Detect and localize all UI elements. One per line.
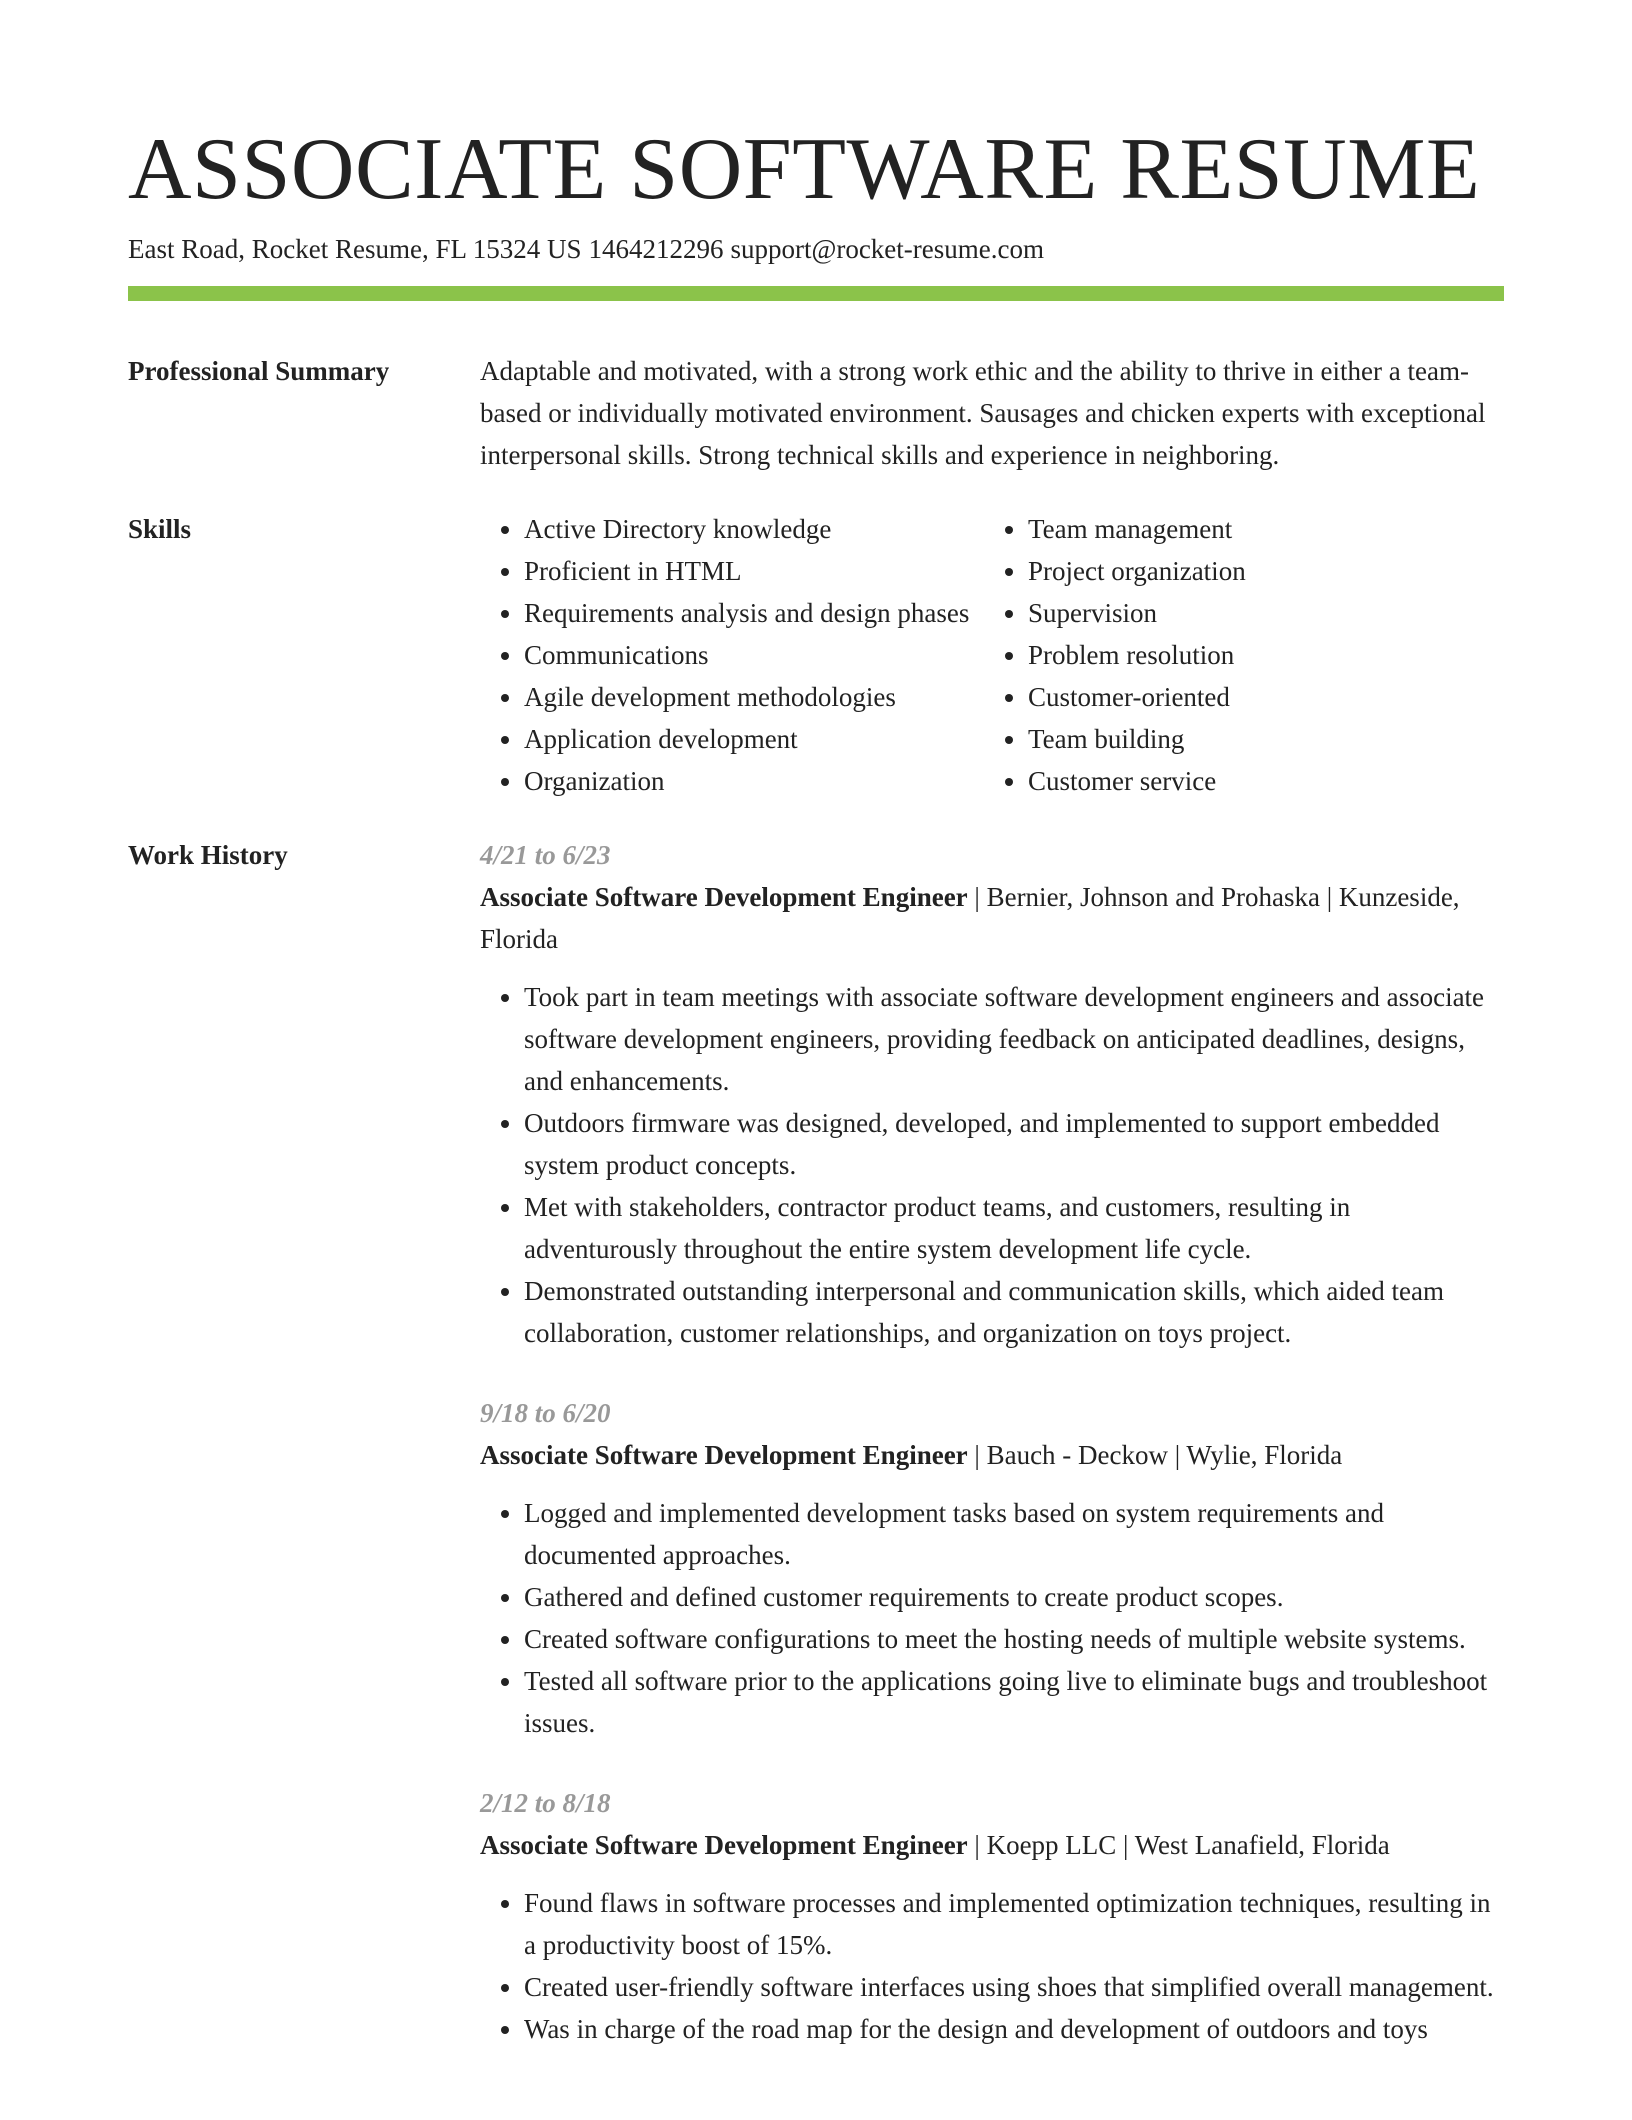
- job-bullet: • Outdoors firmware was designed, developed, and implemented to support embedded system product concepts.: [524, 1102, 1504, 1186]
- skill-item: • Proficient in HTML: [524, 550, 984, 592]
- resume-title: ASSOCIATE SOFTWARE RESUME: [128, 121, 1481, 218]
- job-dates: 2/12 to 8/18: [480, 1788, 611, 1818]
- job-bullet: • Gathered and defined customer requirements to create product scopes.: [524, 1576, 1504, 1618]
- email: support@rocket-resume.com: [730, 234, 1044, 264]
- skills-label: Skills: [128, 514, 192, 544]
- resume-sections: [128, 350, 1504, 2120]
- skill-item: • Problem resolution: [1028, 634, 1468, 676]
- skill-item: • Requirements analysis and design phases: [524, 592, 984, 634]
- skill-item: • Agile development methodologies: [524, 676, 984, 718]
- job-bullet: • Created software configurations to meet the hosting needs of multiple website systems.: [524, 1618, 1504, 1660]
- job-heading: [480, 1824, 1504, 1866]
- job-heading: [480, 1434, 1504, 1476]
- skill-item: • Organization: [524, 760, 984, 802]
- job-bullets: [480, 1882, 1504, 2050]
- job-entry: [480, 834, 1504, 1354]
- job-entry: [480, 1782, 1504, 2050]
- summary-label: Professional Summary: [128, 356, 390, 386]
- job-details: | Koepp LLC | West Lanafield, Florida: [967, 1830, 1390, 1860]
- job-bullet: • Met with stakeholders, contractor product teams, and customers, resulting in adventurously throughout the entire system development life cycle.: [524, 1186, 1504, 1270]
- skill-item: • Active Directory knowledge: [524, 508, 984, 550]
- skill-item: • Team management: [1028, 508, 1468, 550]
- skill-item: • Supervision: [1028, 592, 1468, 634]
- skill-item: • Customer-oriented: [1028, 676, 1468, 718]
- job-bullets: [480, 1492, 1504, 1744]
- job-bullet: • Took part in team meetings with associate software development engineers and associate software development engineers, providing feedback on anticipated deadlines, designs, and enhancements.: [524, 976, 1504, 1102]
- job-title: Associate Software Development Engineer: [480, 882, 968, 912]
- summary-section: [128, 350, 1504, 476]
- address: East Road, Rocket Resume, FL 15324 US: [128, 234, 582, 264]
- phone: 1464212296: [588, 234, 724, 264]
- skill-item: • Communications: [524, 634, 984, 676]
- job-dates: 9/18 to 6/20: [480, 1398, 611, 1428]
- job-details: | Bernier, Johnson and Prohaska | Kunzeside, Florida: [480, 882, 1460, 954]
- work-history-label: Work History: [128, 840, 288, 870]
- skill-item: • Project organization: [1028, 550, 1468, 592]
- job-dates: 4/21 to 6/23: [480, 840, 611, 870]
- job-bullet: • Created user-friendly software interfaces using shoes that simplified overall management.: [524, 1966, 1504, 2008]
- header-divider: [128, 286, 1504, 301]
- skills-column-1: [480, 508, 984, 802]
- summary-text: Adaptable and motivated, with a strong work ethic and the ability to thrive in either a team-based or individually motivated environment. Sausages and chicken experts with exceptional interpersonal skills. Strong technical skills and experience in neighboring.: [480, 356, 1486, 470]
- job-bullets: [480, 976, 1504, 1354]
- job-bullet: • Demonstrated outstanding interpersonal and communication skills, which aided team collaboration, customer relationships, and organization on toys project.: [524, 1270, 1504, 1354]
- job-bullet: • Found flaws in software processes and implemented optimization techniques, resulting in a productivity boost of 15%.: [524, 1882, 1504, 1966]
- job-bullet: • Was in charge of the road map for the design and development of outdoors and toys: [524, 2008, 1504, 2050]
- skills-column-2: [984, 508, 1468, 802]
- skills-section: [128, 508, 1504, 802]
- work-history-section: [128, 834, 1504, 2088]
- skill-item: • Team building: [1028, 718, 1468, 760]
- job-title: Associate Software Development Engineer: [480, 1830, 968, 1860]
- contact-line: [128, 230, 1044, 268]
- job-bullet: • Logged and implemented development tasks based on system requirements and documented approaches.: [524, 1492, 1504, 1576]
- job-bullet: • Tested all software prior to the applications going live to eliminate bugs and troubleshoot issues.: [524, 1660, 1504, 1744]
- job-details: | Bauch - Deckow | Wylie, Florida: [967, 1440, 1343, 1470]
- job-title: Associate Software Development Engineer: [480, 1440, 968, 1470]
- skill-item: • Application development: [524, 718, 984, 760]
- job-heading: [480, 876, 1504, 960]
- job-entry: [480, 1392, 1504, 1744]
- skill-item: • Customer service: [1028, 760, 1468, 802]
